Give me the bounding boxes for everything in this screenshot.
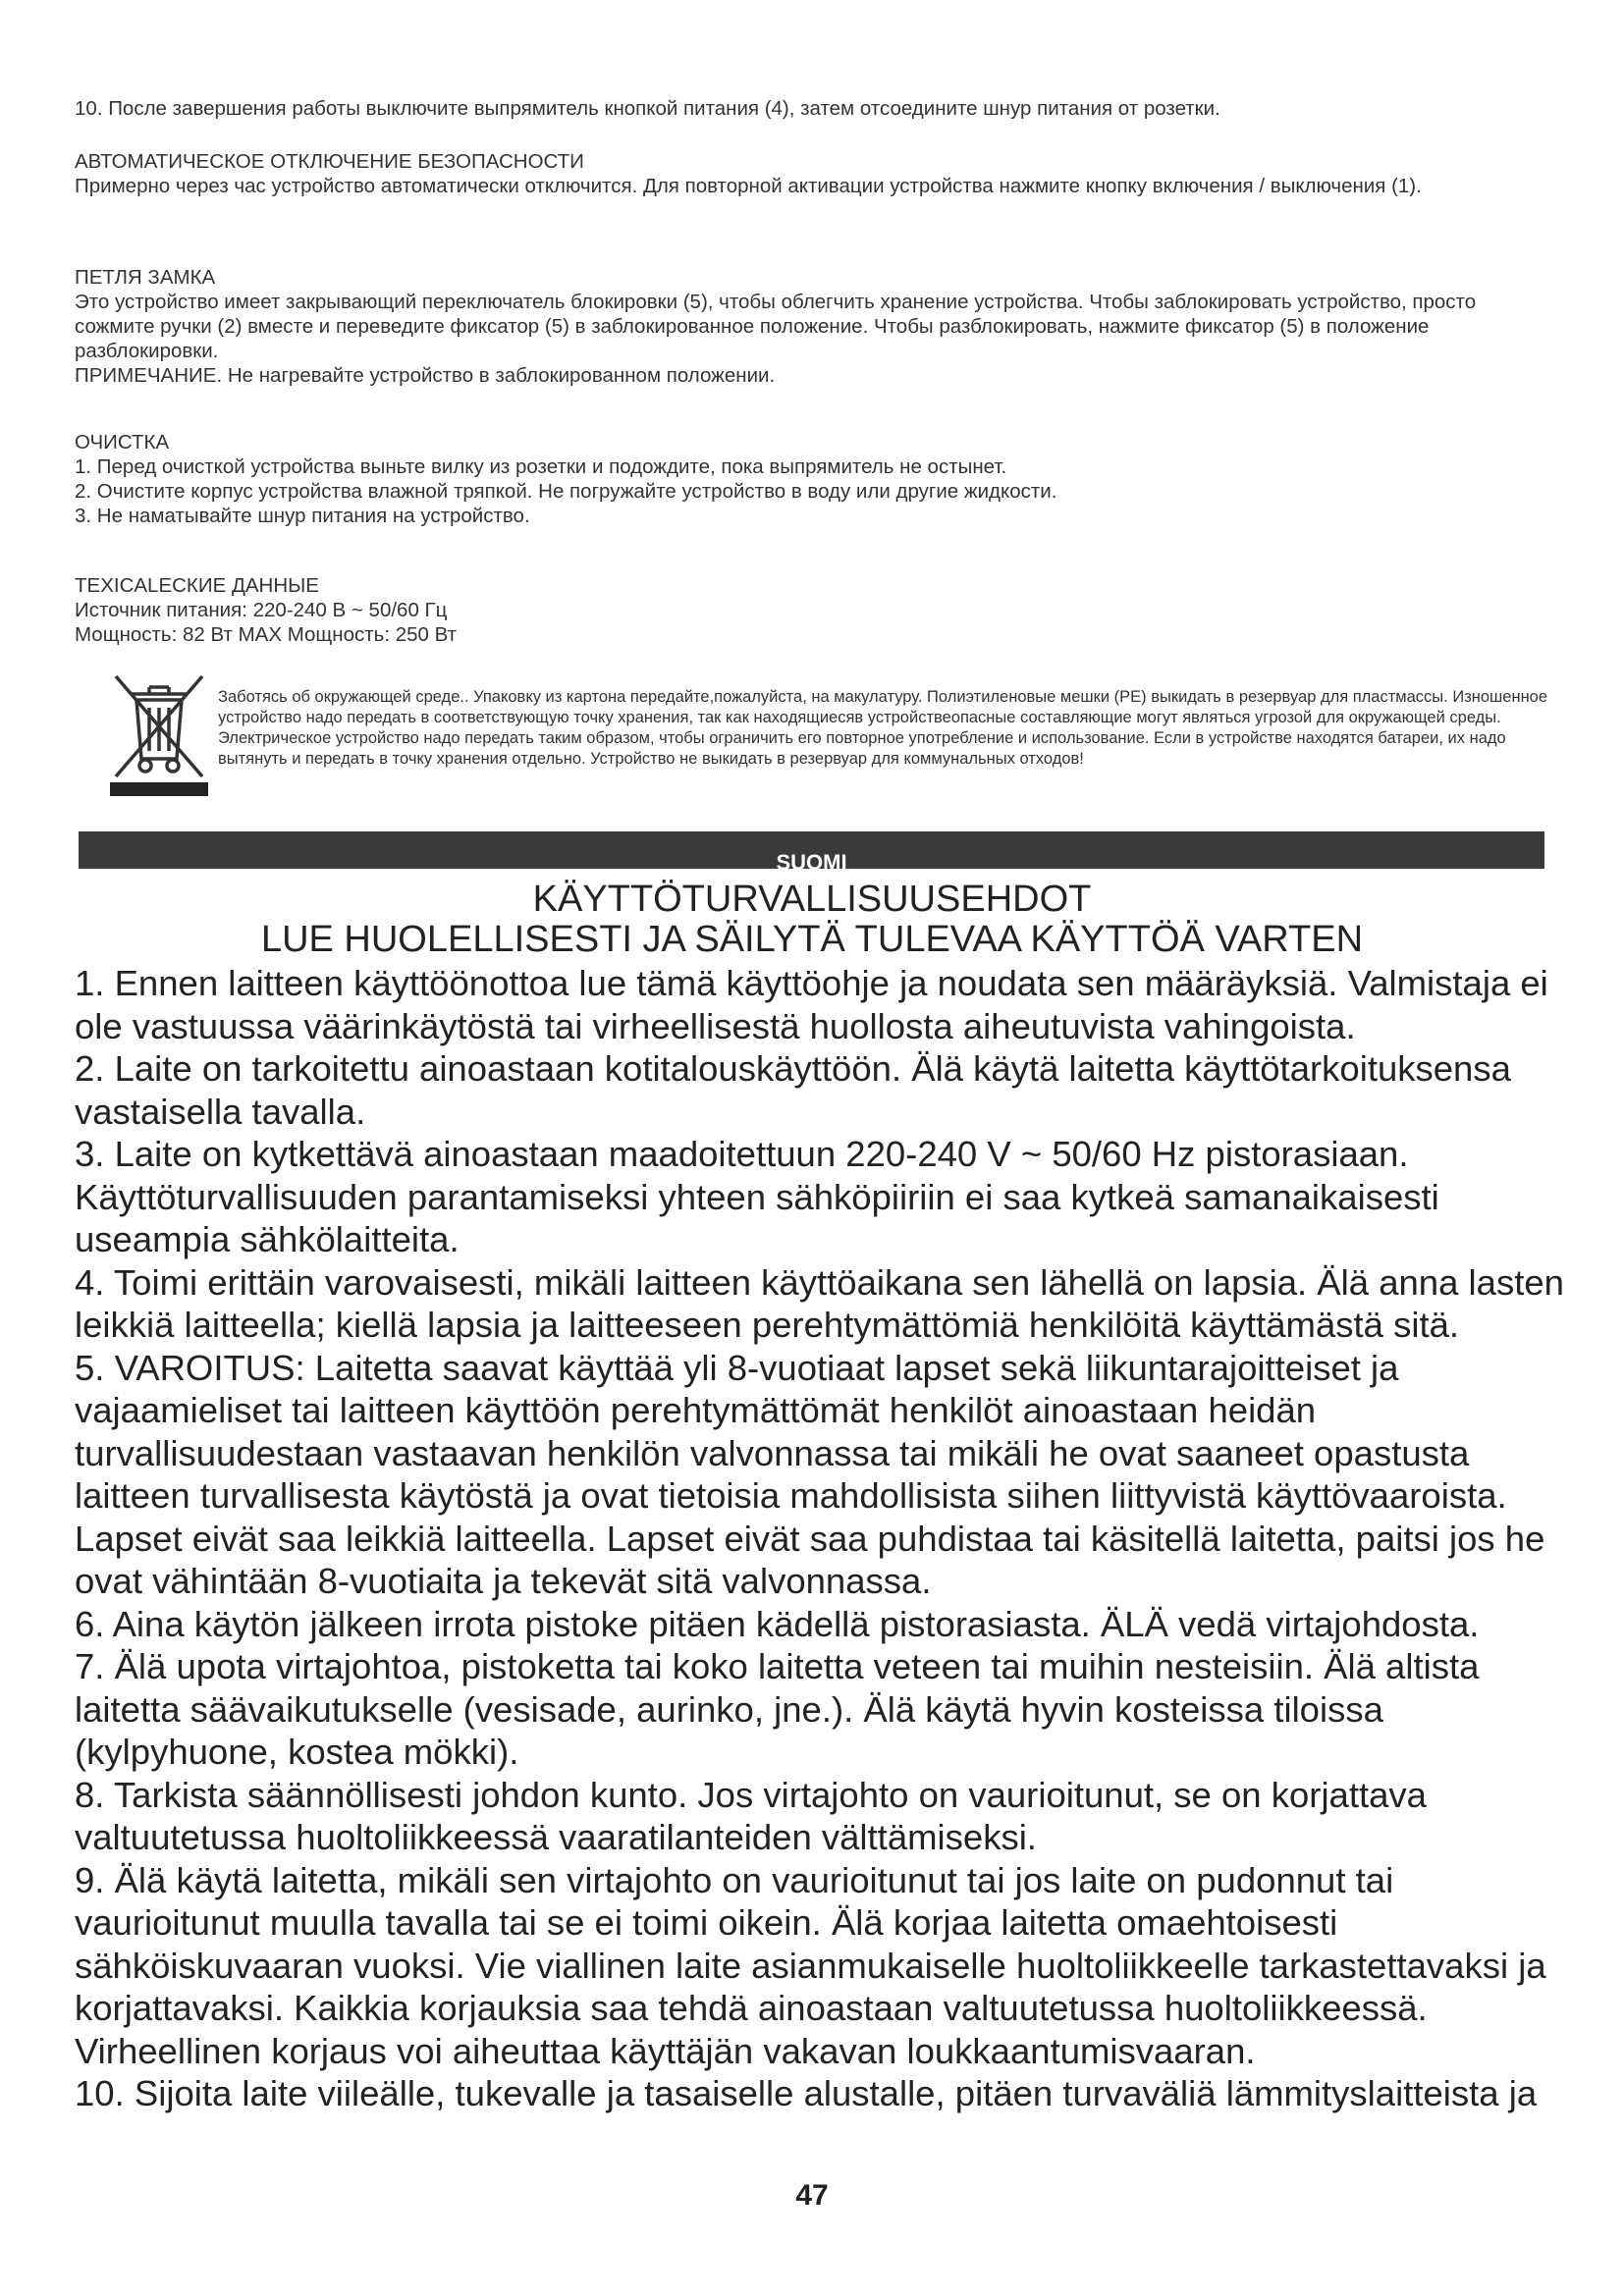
tech-title: ТЕXICALЕСКИЕ ДАННЫЕ: [75, 574, 319, 597]
safety-item: 7. Älä upota virtajohtoa, pistoketta tai koko laitetta veteen tai muihin nesteisiin. Älä altista laitetta säävaikutukselle (vesisade, aurinko, jne.). Älä käytä hyvin kosteissa tiloissa (kylpyhuone, kostea mökki).: [75, 1646, 1480, 1772]
safety-title: KÄYTTÖTURVALLISUUSEHDOT: [532, 879, 1092, 920]
eco-text: Заботясь об окружающей среде.. Упаковку из картона передайте,пожалуйста, на макулатуру. Полиэтиленовые мешки (PE) выкидать в резервуар для пластмассы. Изношенное устройство надо передать в соответствующую точку хранения, так как находящиесяв устройствеопасные составляющие могут являться угрозой для окружающей среды. Электрическое устройство надо передать таким образом, чтобы ограничить его повторное употребление и использование. Если в устройстве находятся батареи, их надо вытянуть и передать в точку хранения отдельно. Устройство не выкидать в резервуар для коммунальных отходов!: [218, 687, 1548, 768]
auto-off-title: АВТОМАТИЧЕСКОЕ ОТКЛЮЧЕНИЕ БЕЗОПАСНОСТИ: [75, 150, 584, 173]
safety-item: 4. Toimi erittäin varovaisesti, mikäli laitteen käyttöaikana sen lähellä on lapsia. Älä anna lasten leikkiä laitteella; kiellä lapsia ja laitteeseen perehtymättömiä henkilöitä käyttämästä sitä.: [75, 1261, 1564, 1345]
safety-item: 2. Laite on tarkoitettu ainoastaan kotitalouskäyttöön. Älä käytä laitetta käyttötarkoituksensa vastaisella tavalla.: [75, 1048, 1511, 1132]
tech-data-section: [75, 573, 457, 647]
crossed-out-wheelie-bin-icon: [110, 670, 208, 798]
cleaning-title: ОЧИСТКА: [75, 431, 170, 454]
safety-item: 1. Ennen laitteen käyttöönottoa lue tämä käyttöohje ja noudata sen määräyksiä. Valmistaja ei ole vastuussa väärinkäytöstä tai virheellisestä huollosta aiheutuvista vahingoista.: [75, 963, 1548, 1046]
safety-item: 5. VAROITUS: Laitetta saavat käyttää yli 8-vuotiaat lapset sekä liikuntarajoitteiset ja vajaamieliset tai laitteen käyttöön perehtymättömät henkilöt ainoastaan heidän turvallisuudestaan vastaavan henkilön valvonnassa tai mikäli he ovat saaneet opastusta laitteen turvallisesta käytöstä ja ovat tietoisia mahdollisista siihen liittyvistä käyttövaaroista. Lapset eivät saa leikkiä laitteella. Lapset eivät saa puhdistaa tai käsitellä laitetta, paitsi jos he ovat vähintään 8-vuotiaita ja tekevät sitä valvonnassa.: [75, 1347, 1545, 1601]
lock-title: ПЕТЛЯ ЗАМКА: [75, 266, 216, 289]
lock-section: [75, 265, 1557, 388]
cleaning-item: 2. Очистите корпус устройства влажной тряпкой. Не погружайте устройство в воду или другие жидкости.: [75, 480, 1057, 503]
safety-item: 3. Laite on kytkettävä ainoastaan maadoitettuun 220-240 V ~ 50/60 Hz pistorasiaan. Käyttöturvallisuuden parantamiseksi yhteen sähköpiiriin ei saa kytkeä samanaikaisesti useampia sähkölaitteita.: [75, 1134, 1439, 1259]
tech-power-source: Источник питания: 220-240 В ~ 50/60 Гц: [75, 599, 448, 621]
safety-item: 8. Tarkista säännöllisesti johdon kunto. Jos virtajohto on vaurioitunut, se on korjattava valtuutetussa huoltoliikkeessä vaaratilanteiden välttämiseksi.: [75, 1774, 1427, 1857]
cleaning-section: [75, 430, 1056, 528]
lock-note: ПРИМЕЧАНИЕ. Не нагревайте устройство в заблокированном положении.: [75, 364, 776, 387]
cleaning-item: 1. Перед очисткой устройства выньте вилку из розетки и подождите, пока выпрямитель не остынет.: [75, 455, 1007, 478]
page-number: 47: [795, 2179, 829, 2212]
tech-power: Мощность: 82 Вт MAX Мощность: 250 Вт: [75, 623, 457, 646]
lock-text: Это устройство имеет закрывающий переключатель блокировки (5), чтобы облегчить хранение устройства. Чтобы заблокировать устройство, просто сожмите ручки (2) вместе и переведите фиксатор (5) в заблокированное положение. Чтобы разблокировать, нажмите фиксатор (5) в положение разблокировки.: [75, 291, 1477, 362]
auto-off-text: Примерно через час устройство автоматически отключится. Для повторной активации устройства нажмите кнопку включения / выключения (1).: [75, 175, 1422, 197]
safety-item: 6. Aina käytön jälkeen irrota pistoke pitäen kädellä pistorasiasta. ÄLÄ vedä virtajohdosta.: [75, 1603, 1480, 1644]
safety-subtitle: LUE HUOLELLISESTI JA SÄILYTÄ TULEVAA KÄYTTÖÄ VARTEN: [260, 919, 1364, 960]
safety-item: 9. Älä käytä laitetta, mikäli sen virtajohto on vaurioitunut tai jos laite on pudonnut tai vaurioitunut muulla tavalla tai se ei toimi oikein. Älä korjaa laitetta omaehtoisesti sähköiskuvaaran vuoksi. Vie viallinen laite asianmukaiselle huoltoliikkeelle tarkastettavaksi ja korjattavaksi. Kaikkia korjauksia saa tehdä ainoastaan valtuutetussa huoltoliikkeessä. Virheellinen korjaus voi aiheuttaa käyttäjän vakavan loukkaantumisvaaran.: [75, 1859, 1546, 2071]
finnish-safety-list: [75, 962, 1567, 2115]
language-banner: SUOMI: [79, 831, 1544, 869]
auto-off-section: [75, 149, 1422, 198]
cleaning-item: 3. Не наматывайте шнур питания на устройство.: [75, 505, 530, 527]
ru-item-10: 10. После завершения работы выключите выпрямитель кнопкой питания (4), затем отсоедините шнур питания от розетки.: [75, 97, 1220, 120]
safety-item: 10. Sijoita laite viileälle, tukevalle ja tasaiselle alustalle, pitäen turvaväliä lämmityslaitteista ja: [75, 2073, 1538, 2113]
